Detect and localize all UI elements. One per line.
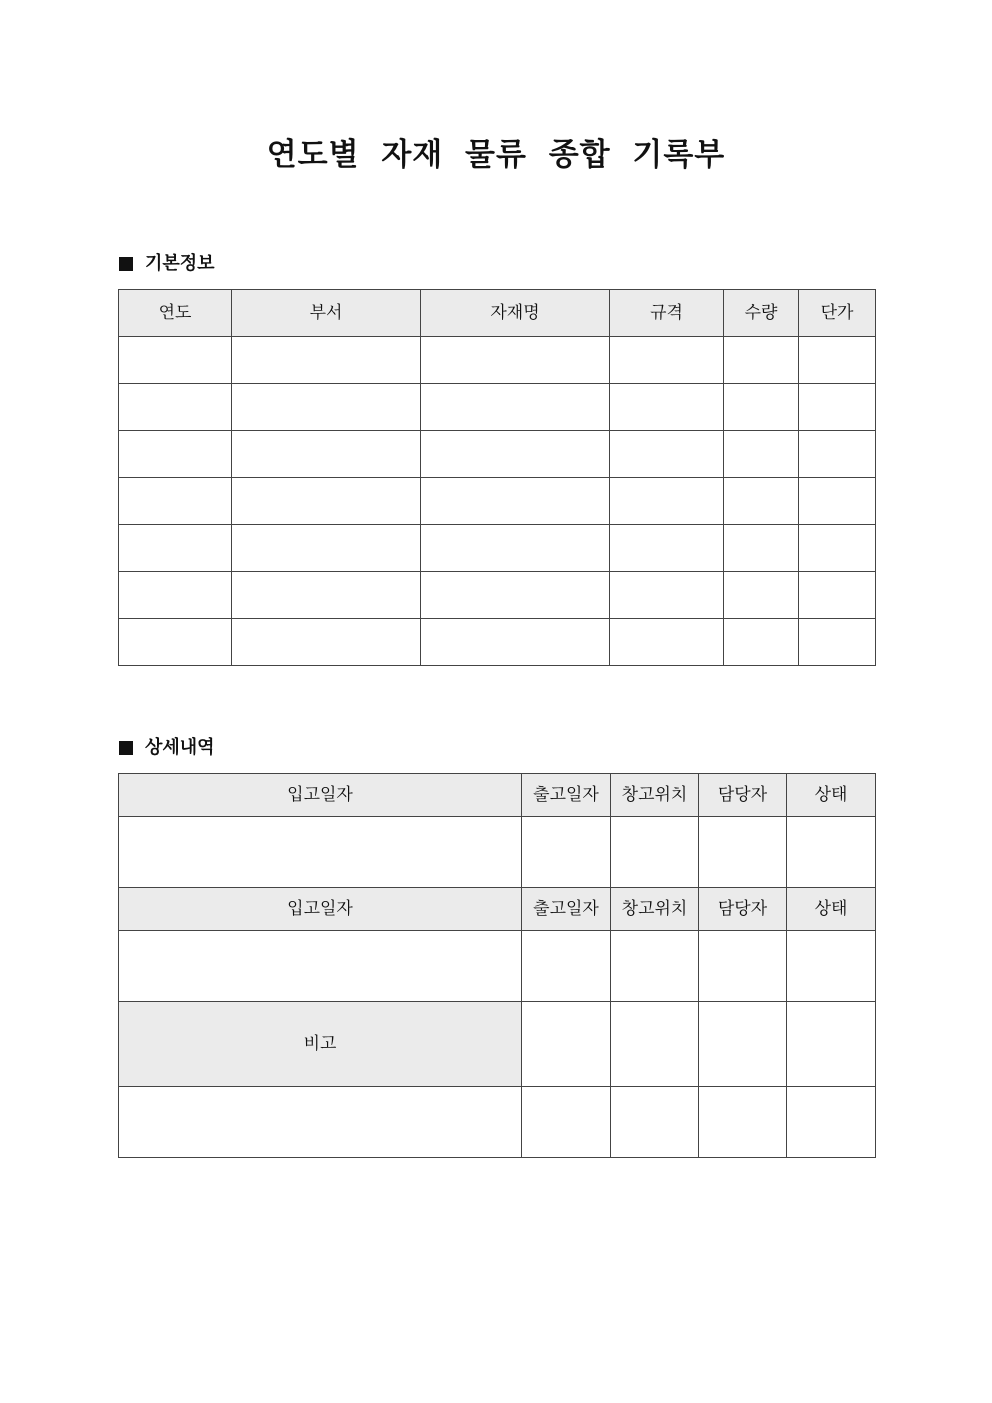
table-cell[interactable]	[232, 572, 421, 619]
table-cell[interactable]	[787, 1002, 876, 1087]
table-cell[interactable]	[724, 337, 799, 384]
table-cell[interactable]	[610, 478, 724, 525]
table-row	[119, 337, 876, 384]
table-cell[interactable]	[724, 525, 799, 572]
table-cell[interactable]	[232, 478, 421, 525]
table-cell[interactable]	[119, 619, 232, 666]
table-row	[119, 1087, 876, 1158]
table-cell[interactable]	[119, 1087, 522, 1158]
table-cell[interactable]	[232, 384, 421, 431]
column-header-department: 부서	[232, 290, 421, 337]
table-cell[interactable]	[799, 525, 876, 572]
table-cell[interactable]	[119, 384, 232, 431]
table-cell[interactable]	[611, 1002, 699, 1087]
table-cell[interactable]	[611, 1087, 699, 1158]
table-cell[interactable]	[699, 817, 787, 888]
table-cell[interactable]	[119, 817, 522, 888]
table-header-row	[119, 290, 876, 337]
table-cell[interactable]	[610, 525, 724, 572]
table-cell[interactable]	[232, 525, 421, 572]
table-cell[interactable]	[232, 619, 421, 666]
column-header-quantity: 수량	[724, 290, 799, 337]
column-header-status: 상태	[787, 774, 876, 817]
table-cell[interactable]	[724, 478, 799, 525]
column-header-status: 상태	[787, 888, 876, 931]
basic-info-table	[118, 289, 876, 666]
table-cell[interactable]	[724, 619, 799, 666]
table-cell[interactable]	[522, 931, 611, 1002]
square-bullet-icon	[119, 257, 133, 271]
square-bullet-icon	[119, 741, 133, 755]
table-cell[interactable]	[610, 337, 724, 384]
table-row	[119, 817, 876, 888]
column-header-warehouse-location: 창고위치	[611, 888, 699, 931]
table-header-row	[119, 888, 876, 931]
table-row	[119, 384, 876, 431]
table-cell[interactable]	[787, 1087, 876, 1158]
table-cell[interactable]	[787, 817, 876, 888]
table-row	[119, 478, 876, 525]
table-cell[interactable]	[119, 572, 232, 619]
table-cell[interactable]	[699, 931, 787, 1002]
table-cell[interactable]	[724, 431, 799, 478]
column-header-year: 연도	[119, 290, 232, 337]
column-header-material-name: 자재명	[421, 290, 610, 337]
table-cell[interactable]	[610, 619, 724, 666]
table-cell[interactable]	[799, 337, 876, 384]
column-header-inbound-date: 입고일자	[119, 774, 522, 817]
table-header-row	[119, 774, 876, 817]
note-row	[119, 1002, 876, 1087]
table-cell[interactable]	[610, 384, 724, 431]
table-cell[interactable]	[232, 337, 421, 384]
details-table	[118, 773, 876, 1158]
note-label: 비고	[119, 1002, 522, 1087]
section-heading-label: 상세내역	[145, 737, 215, 758]
table-cell[interactable]	[421, 337, 610, 384]
table-cell[interactable]	[699, 1087, 787, 1158]
table-cell[interactable]	[610, 431, 724, 478]
column-header-inbound-date: 입고일자	[119, 888, 522, 931]
table-cell[interactable]	[611, 931, 699, 1002]
table-cell[interactable]	[119, 478, 232, 525]
table-cell[interactable]	[799, 384, 876, 431]
table-cell[interactable]	[724, 384, 799, 431]
table-cell[interactable]	[119, 525, 232, 572]
column-header-warehouse-location: 창고위치	[611, 774, 699, 817]
column-header-unit-price: 단가	[799, 290, 876, 337]
table-cell[interactable]	[799, 619, 876, 666]
table-cell[interactable]	[421, 619, 610, 666]
table-row	[119, 619, 876, 666]
table-row	[119, 525, 876, 572]
column-header-spec: 규격	[610, 290, 724, 337]
table-cell[interactable]	[799, 431, 876, 478]
table-cell[interactable]	[119, 337, 232, 384]
table-cell[interactable]	[119, 931, 522, 1002]
table-cell[interactable]	[522, 1087, 611, 1158]
table-cell[interactable]	[611, 817, 699, 888]
table-cell[interactable]	[799, 572, 876, 619]
table-cell[interactable]	[421, 572, 610, 619]
column-header-manager: 담당자	[699, 888, 787, 931]
table-cell[interactable]	[610, 572, 724, 619]
table-cell[interactable]	[522, 1002, 611, 1087]
section-heading-label: 기본정보	[145, 253, 215, 274]
table-cell[interactable]	[699, 1002, 787, 1087]
table-cell[interactable]	[421, 431, 610, 478]
column-header-manager: 담당자	[699, 774, 787, 817]
table-cell[interactable]	[522, 817, 611, 888]
table-cell[interactable]	[799, 478, 876, 525]
table-row	[119, 572, 876, 619]
section-heading-basic-info	[119, 252, 215, 276]
table-cell[interactable]	[724, 572, 799, 619]
table-cell[interactable]	[421, 525, 610, 572]
column-header-outbound-date: 출고일자	[522, 888, 611, 931]
table-cell[interactable]	[421, 384, 610, 431]
table-cell[interactable]	[119, 431, 232, 478]
column-header-outbound-date: 출고일자	[522, 774, 611, 817]
section-heading-details	[119, 736, 215, 760]
table-row	[119, 931, 876, 1002]
table-row	[119, 431, 876, 478]
table-cell[interactable]	[787, 931, 876, 1002]
page-title: 연도별 자재 물류 종합 기록부	[266, 137, 726, 173]
table-cell[interactable]	[232, 431, 421, 478]
table-cell[interactable]	[421, 478, 610, 525]
